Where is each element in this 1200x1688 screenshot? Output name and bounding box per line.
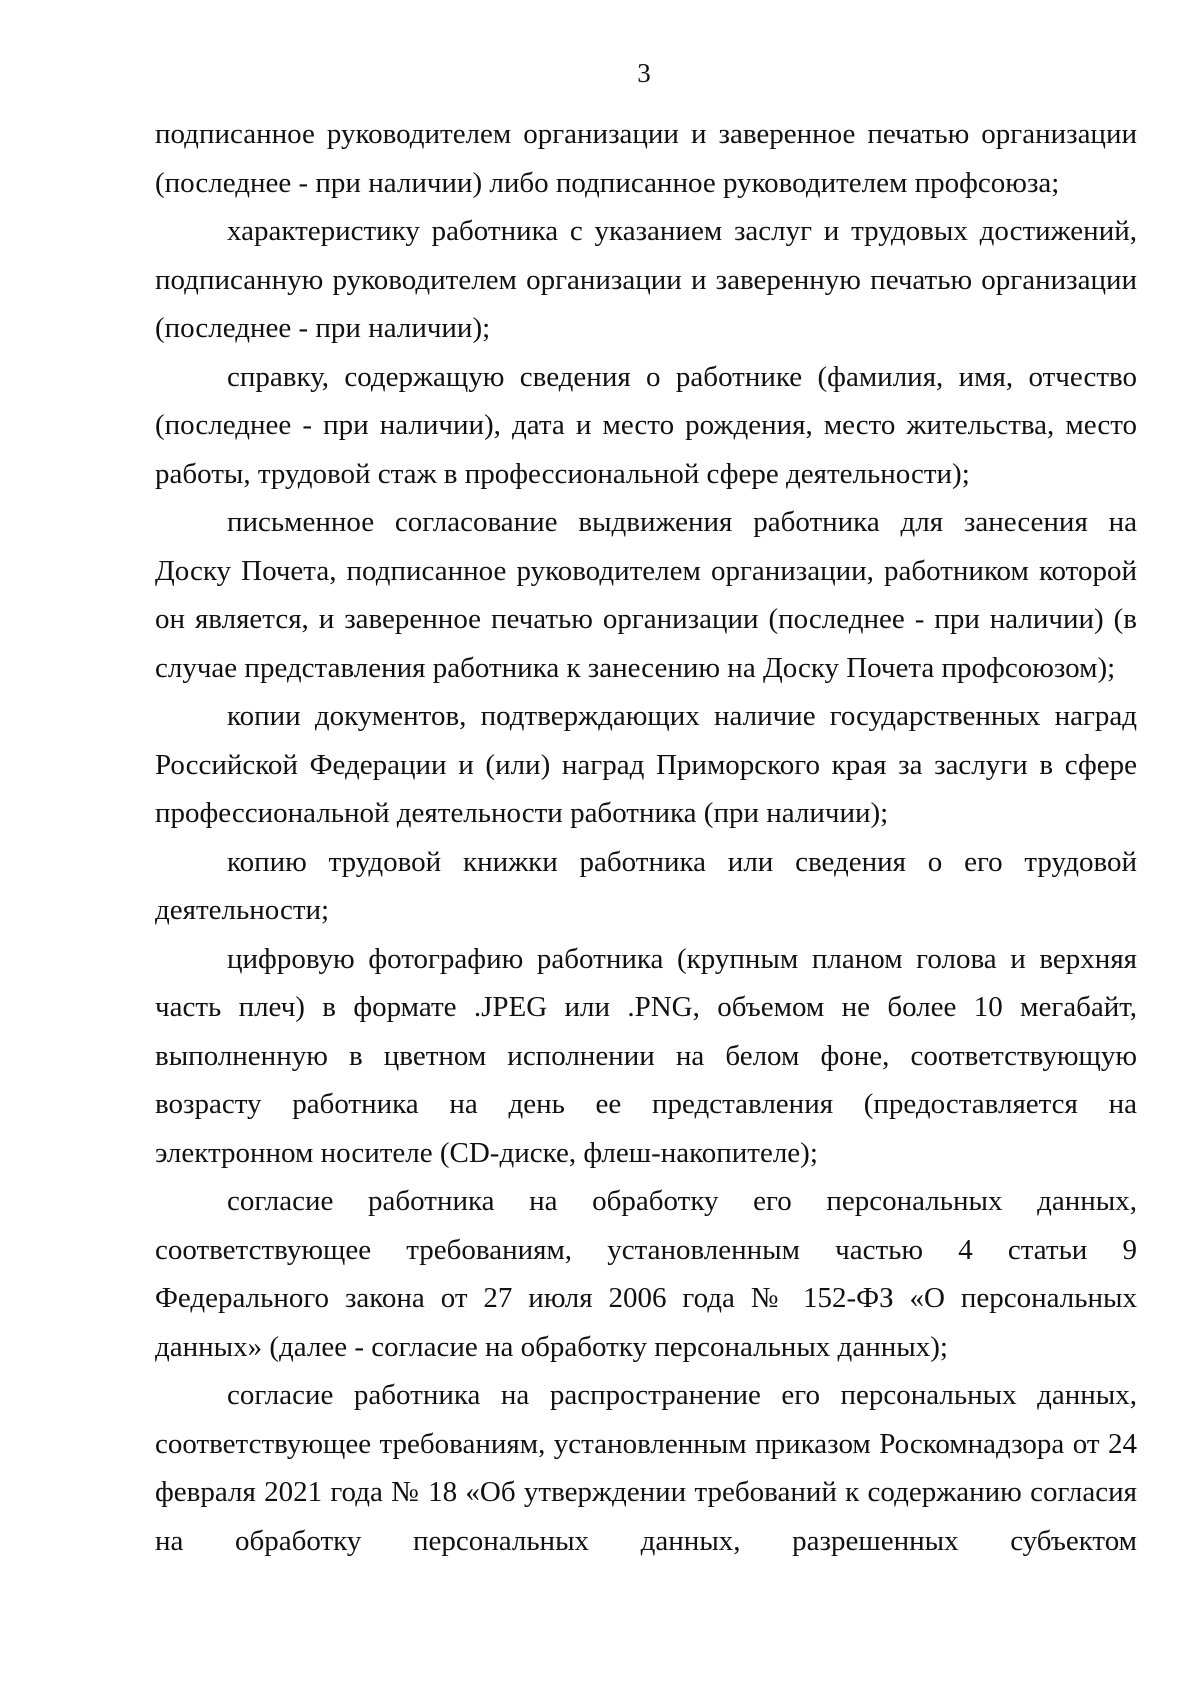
document-body <box>155 110 1137 1565</box>
paragraph-employment-record: копию трудовой книжки работника или сведения о его трудовой деятельности; <box>155 845 1137 926</box>
paragraph-written-approval: письменное согласование выдвижения работника для занесения на Доску Почета, подписанное руководителем организации, работником которой он является, и заверенное печатью организации (последнее - при наличии) (в случае представления работника к занесению на Доску Почета профсоюзом); <box>155 506 1137 684</box>
paragraph-award-copies: копии документов, подтверждающих наличие государственных наград Российской Федерации и (или) наград Приморского края за заслуги в сфере профессиональной деятельности работника (при наличии); <box>155 700 1137 829</box>
paragraph-continued: подписанное руководителем организации и заверенное печатью организации (последнее - при наличии) либо подписанное руководителем профсоюза; <box>155 118 1137 199</box>
paragraph-digital-photo: цифровую фотографию работника (крупным планом голова и верхняя часть плеч) в формате .JPEG или .PNG, объемом не более 10 мегабайт, выполненную в цветном исполнении на белом фоне, соответствующую возрасту работника на день ее представления (предоставляется на электронном носителе (CD-диске, флеш-накопителе); <box>155 942 1137 1169</box>
page-number: 3 <box>637 58 651 88</box>
paragraph-data-processing-consent: согласие работника на обработку его персональных данных, соответствующее требованиям, установленным частью 4 статьи 9 Федерального закона от 27 июля 2006 года № 152-ФЗ «О персональных данных» (далее - согласие на обработку персональных данных); <box>155 1185 1137 1363</box>
paragraph-characteristic: характеристику работника с указанием заслуг и трудовых достижений, подписанную руководителем организации и заверенную печатью организации (последнее - при наличии); <box>155 215 1137 344</box>
paragraph-data-distribution-consent: согласие работника на распространение его персональных данных, соответствующее требованиям, установленным приказом Роскомнадзора от 24 февраля 2021 года № 18 «Об утверждении требований к содержанию согласия на обработку персональных данных, разрешенных субъектом <box>155 1379 1137 1557</box>
paragraph-certificate: справку, содержащую сведения о работнике (фамилия, имя, отчество (последнее - при наличии), дата и место рождения, место жительства, место работы, трудовой стаж в профессиональной сфере деятельности); <box>155 360 1137 490</box>
